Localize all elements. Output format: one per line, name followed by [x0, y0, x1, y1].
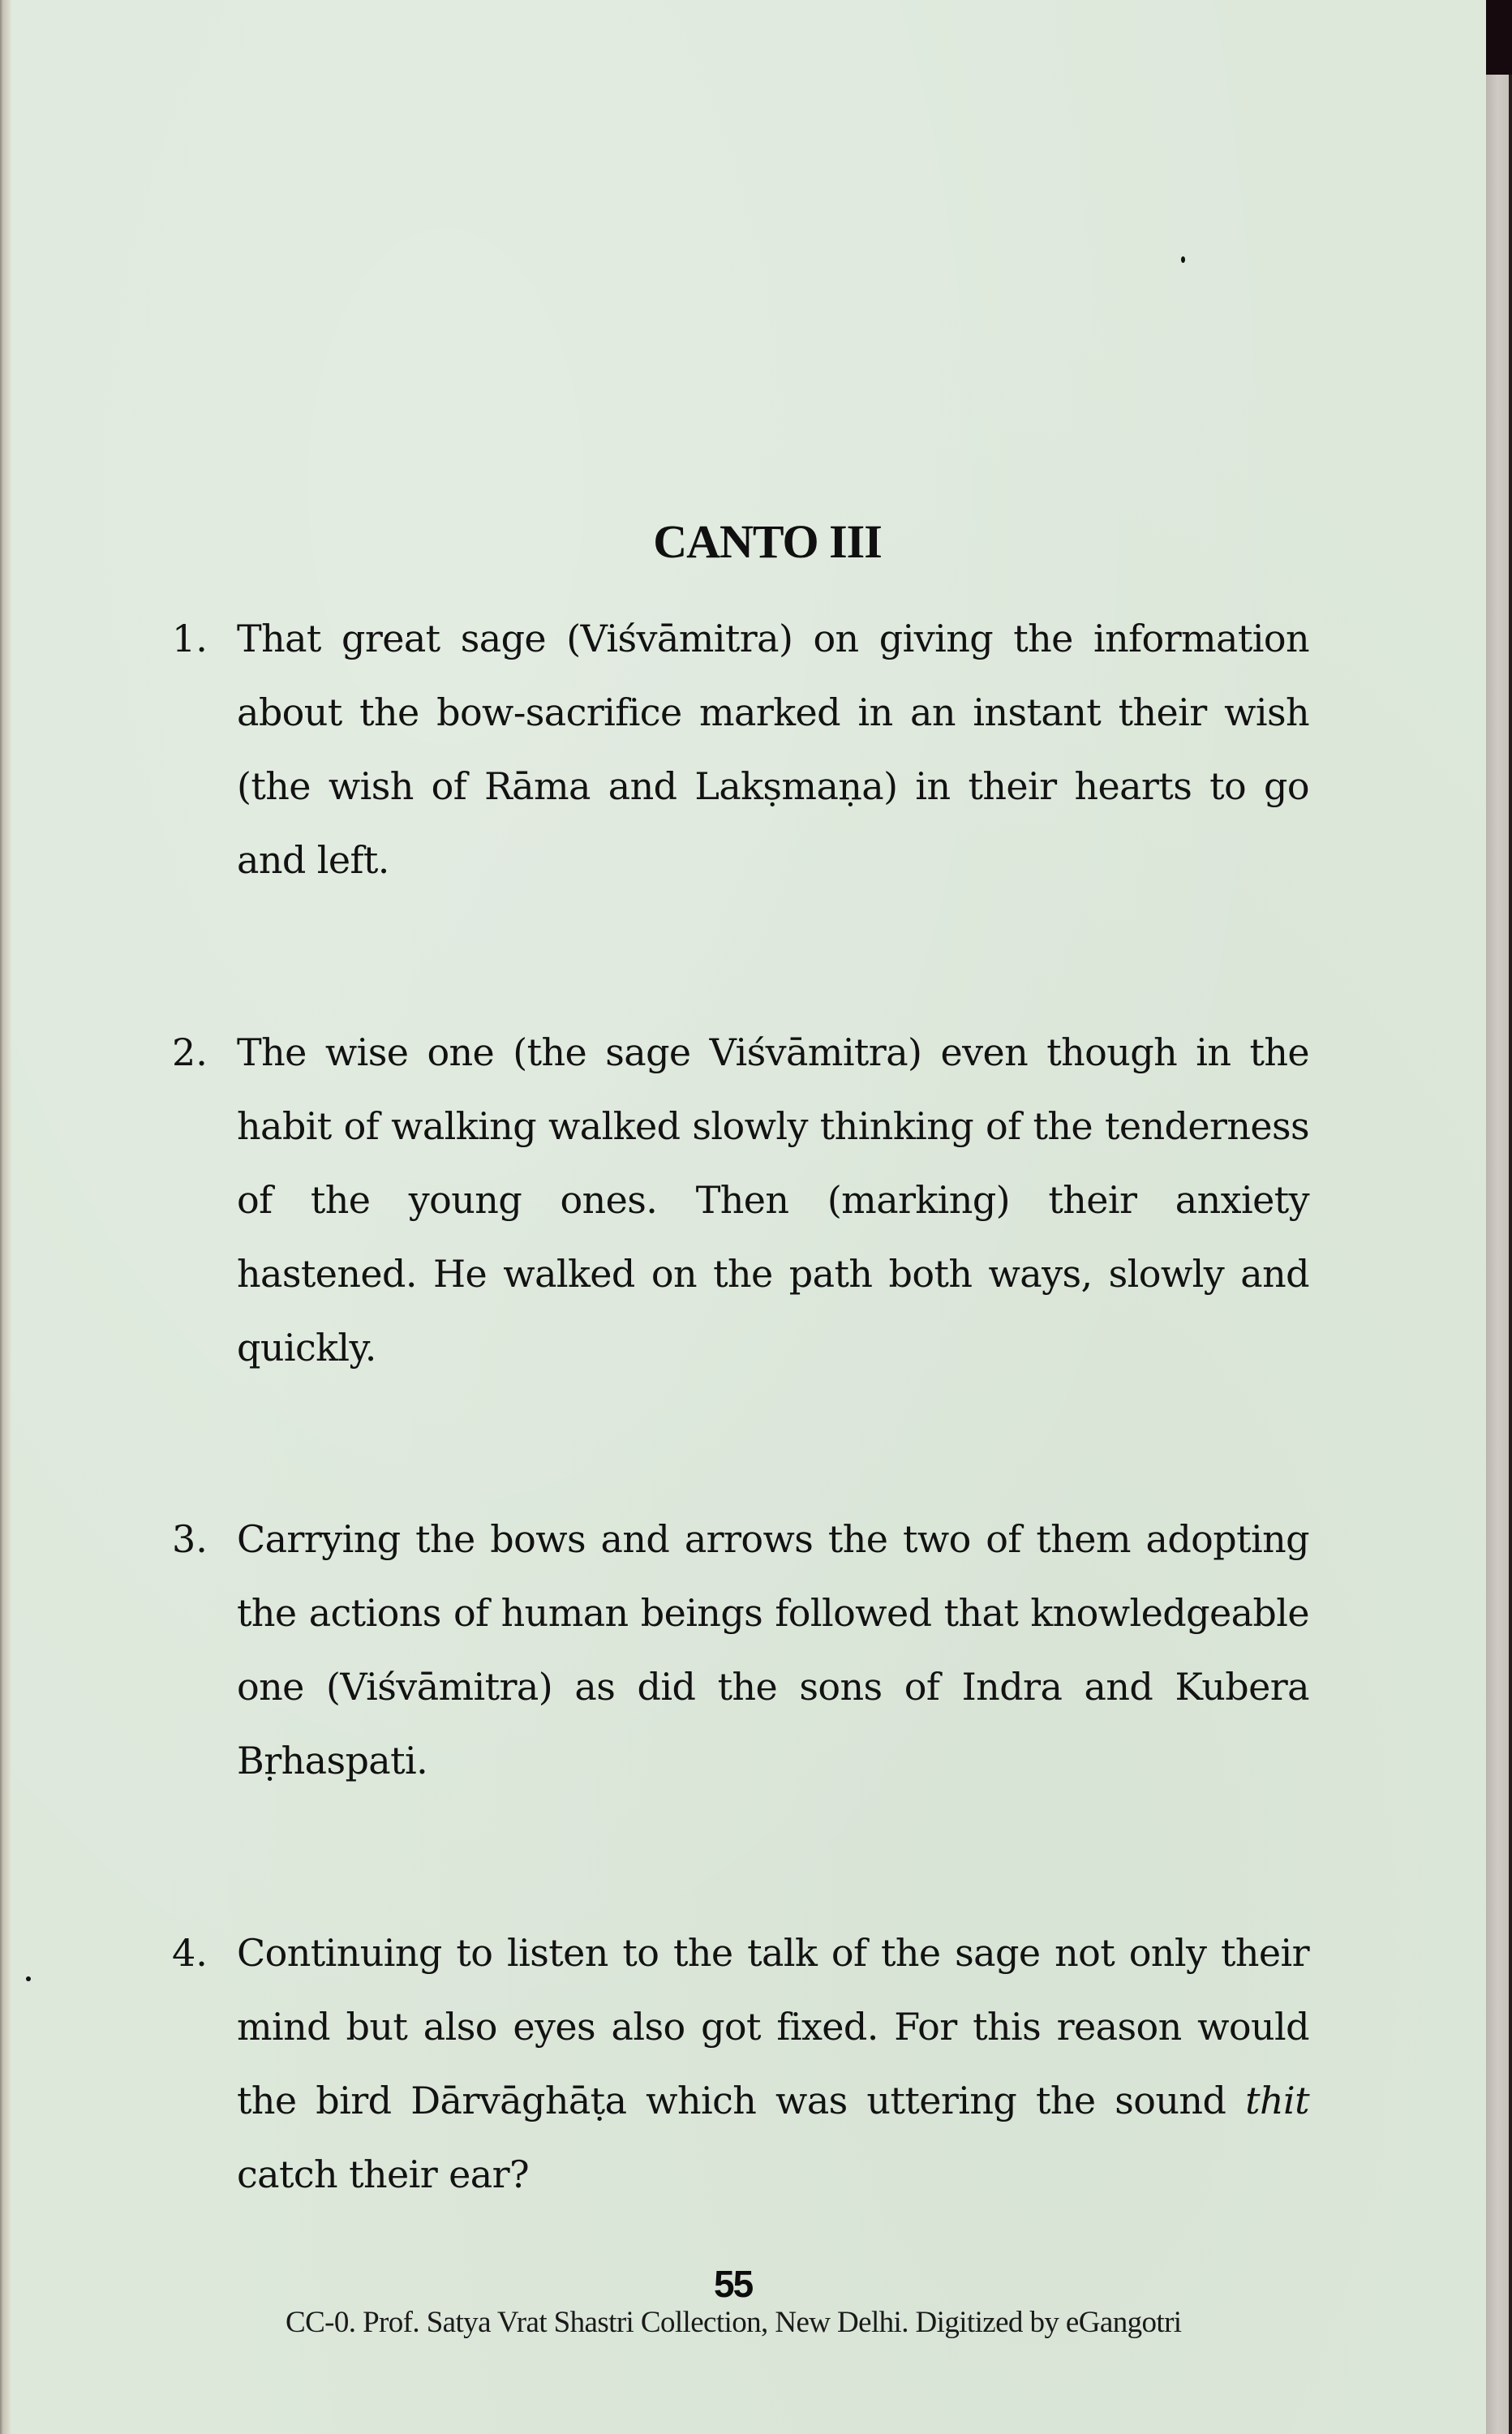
- verse-number: 3.: [172, 1517, 208, 1561]
- verse-text-part: catch their ear?: [237, 2152, 530, 2196]
- scan-background-edge: [1509, 75, 1512, 2434]
- verse-2: [172, 1016, 1309, 1385]
- digitization-footer: CC-0. Prof. Satya Vrat Shastri Collection, New Delhi. Digitized by eGangotri: [286, 2306, 1182, 2339]
- verse-text-part: Continuing to listen to the talk of the sage not only their mind but also eyes also got fixed. For this reason would the bird Dārvāghāṭa which was uttering the sound: [237, 1931, 1309, 2122]
- verse-number: 1.: [172, 617, 208, 660]
- verse-text: The wise one (the sage Viśvāmitra) even though in the habit of walking walked slowly thinking of the tenderness of the young ones. Then (marking) their anxiety hastened. He walked on the path both ways, slowly and quickly.: [237, 1030, 1309, 1370]
- canto-title: CANTO III: [653, 514, 882, 568]
- verse-3: [172, 1503, 1309, 1798]
- italic-word: thit: [1245, 2079, 1309, 2122]
- verse-text: [237, 1916, 1309, 2212]
- page-stack-edge: [1486, 75, 1509, 2434]
- page-left-edge: [0, 0, 11, 2434]
- verse-number: 4.: [172, 1931, 208, 1975]
- page-number: 55: [714, 2263, 753, 2305]
- ink-speck: [1181, 256, 1185, 263]
- scan-background: [1486, 0, 1512, 75]
- ink-speck: [26, 1976, 31, 1981]
- verse-1: [172, 602, 1309, 897]
- verse-4: [172, 1916, 1309, 2212]
- verse-number: 2.: [172, 1030, 208, 1074]
- verse-text: Carrying the bows and arrows the two of them adopting the actions of human beings followed that knowledgeable one (Viśvāmitra) as did the sons of Indra and Kubera Bṛhaspati.: [237, 1517, 1309, 1782]
- verse-text: That great sage (Viśvāmitra) on giving the information about the bow-sacrifice marked in an instant their wish (the wish of Rāma and Lakṣmaṇa) in their hearts to go and left.: [237, 617, 1309, 882]
